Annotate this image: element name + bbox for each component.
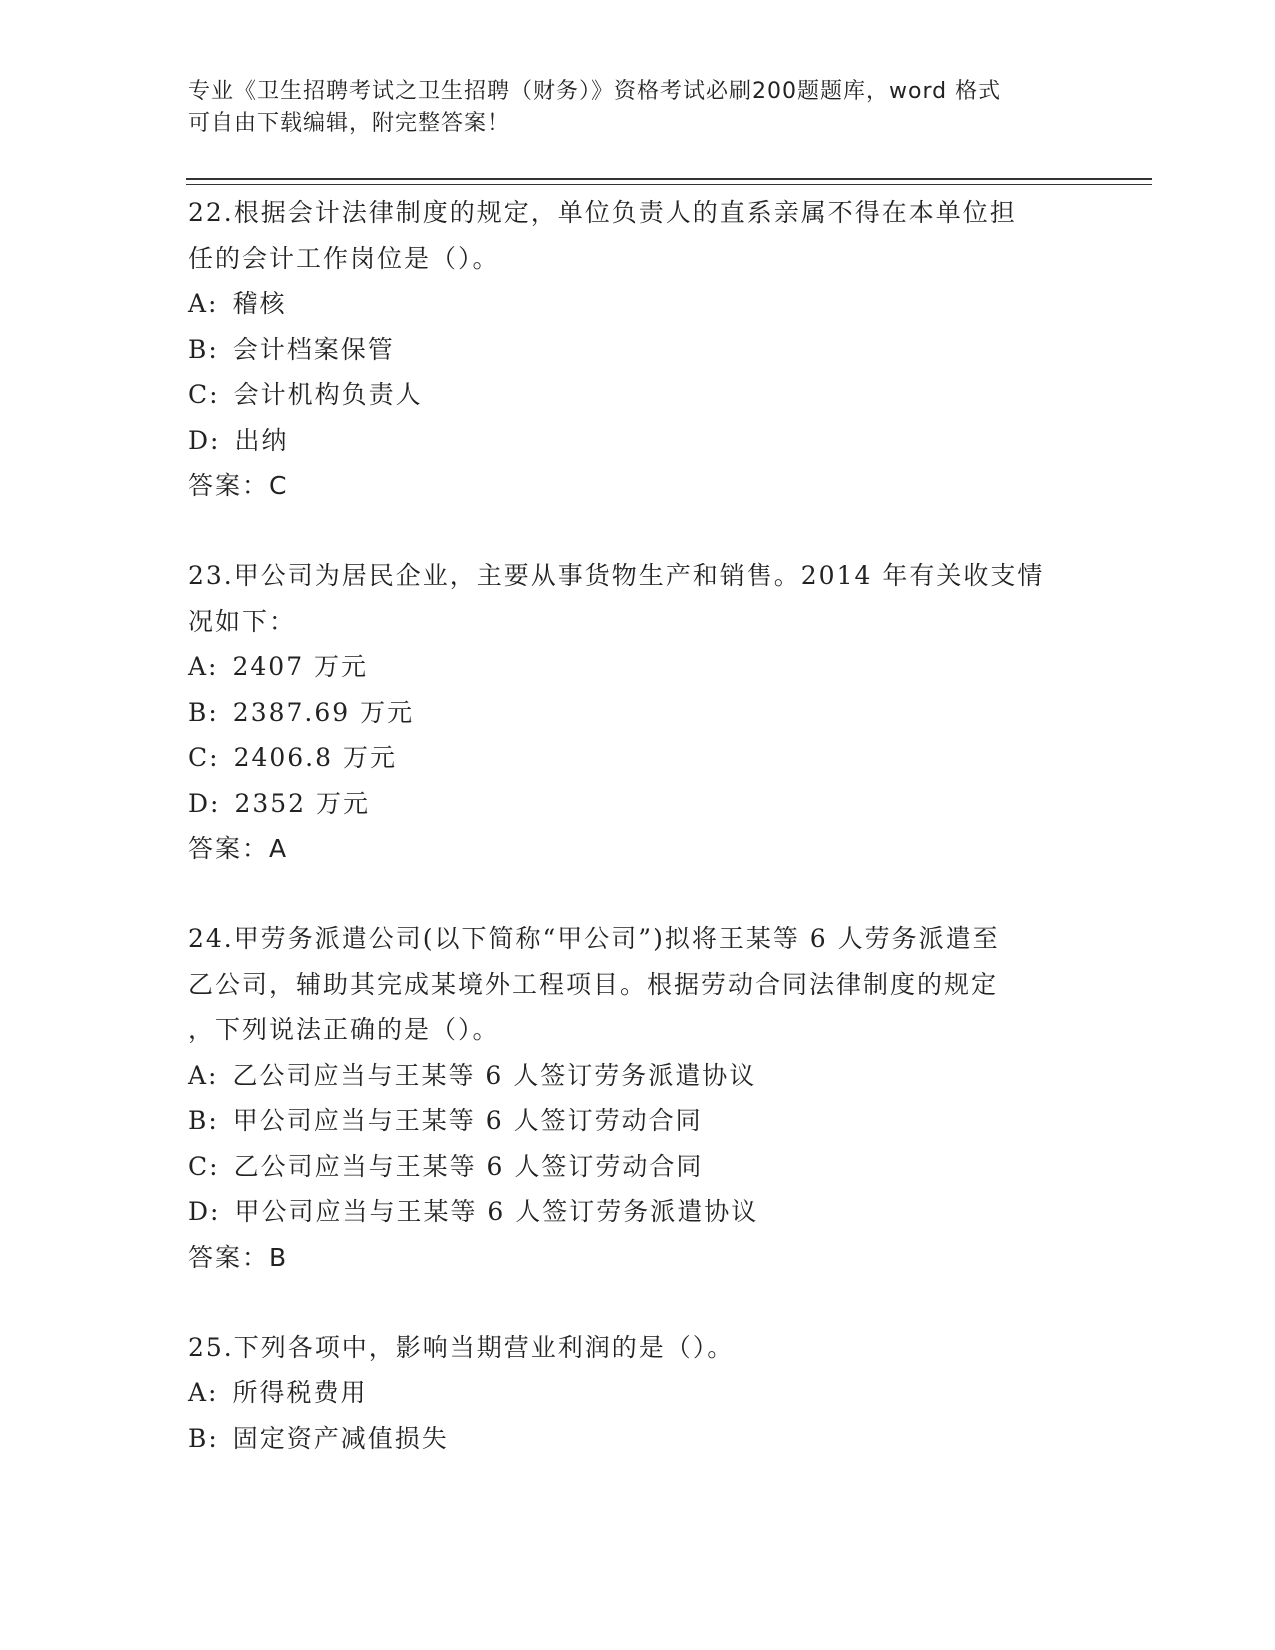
option-a [188,281,1118,327]
question-stem-line: 况如下： [188,606,297,636]
option-text: 出纳 [234,425,289,455]
question-22 [188,190,1118,509]
option-a [188,1370,1118,1416]
answer-line: 答案：C [188,471,289,500]
option-tag: D: [188,425,221,455]
question-stem-line: 任的会计工作岗位是（）。 [188,243,500,273]
option-tag: C: [188,380,220,409]
option-a [188,644,1118,690]
document-header [188,76,1088,140]
option-text: 会计机构负责人 [233,380,423,409]
option-text: 甲公司应当与王某等 6 人签订劳务派遣协议 [234,1197,759,1226]
question-stem-line: 23.甲公司为居民企业，主要从事货物生产和销售。2014 年有关收支情 [188,561,1045,590]
question-stem-line: 乙公司，辅助其完成某境外工程项目。根据劳动合同法律制度的规定 [188,969,999,999]
option-a [188,1053,1118,1099]
option-text: 固定资产减值损失 [232,1423,449,1453]
option-text: 2352 万元 [234,788,371,818]
option-b [188,327,1118,373]
option-tag: A: [188,289,219,318]
answer-line: 答案：B [188,1242,289,1272]
option-text: 2387.69 万元 [232,697,415,727]
option-c [188,372,1118,418]
header-rule-thick [186,178,1152,180]
answer-line: 答案：A [188,834,289,863]
question-stem-line: ，下列说法正确的是（）。 [188,1015,500,1044]
option-b [188,1416,1118,1462]
question-23 [188,553,1118,872]
option-text: 甲公司应当与王某等 6 人签订劳动合同 [232,1106,703,1135]
option-tag: C: [188,1151,220,1181]
option-tag: C: [188,743,220,772]
question-list [188,190,1118,1505]
option-tag: A: [188,1378,219,1407]
question-stem-line: 25.下列各项中，影响当期营业利润的是（）。 [188,1332,735,1362]
option-text: 2406.8 万元 [233,743,397,772]
option-tag: B: [188,1106,219,1135]
option-text: 乙公司应当与王某等 6 人签订劳动合同 [233,1151,704,1181]
option-text: 乙公司应当与王某等 6 人签订劳务派遣协议 [232,1060,757,1090]
option-tag: B: [188,697,219,727]
option-b [188,690,1118,736]
option-tag: A: [188,652,219,681]
question-24 [188,916,1118,1281]
option-tag: B: [188,334,219,364]
option-tag: A: [188,1060,219,1090]
header-line-2: 可自由下载编辑，附完整答案！ [188,111,511,136]
option-b [188,1098,1118,1144]
question-25 [188,1325,1118,1462]
question-stem-line: 22.根据会计法律制度的规定，单位负责人的直系亲属不得在本单位担 [188,198,1017,227]
header-rule-thin [186,184,1152,185]
header-line-1: 专业《卫生招聘考试之卫生招聘（财务）》资格考试必刷200题题库，word 格式 [188,79,1002,104]
question-stem-line: 24.甲劳务派遣公司(以下简称“甲公司”)拟将王某等 6 人劳务派遣至 [188,924,1000,953]
option-d [188,781,1118,827]
option-tag: D: [188,1197,221,1226]
option-d [188,1189,1118,1235]
option-d [188,418,1118,464]
option-tag: D: [188,788,221,818]
option-text: 会计档案保管 [232,334,395,364]
option-text: 稽核 [232,289,287,318]
option-text: 所得税费用 [232,1378,368,1407]
option-c [188,735,1118,781]
option-text: 2407 万元 [232,652,369,681]
option-tag: B: [188,1423,219,1453]
option-c [188,1144,1118,1190]
